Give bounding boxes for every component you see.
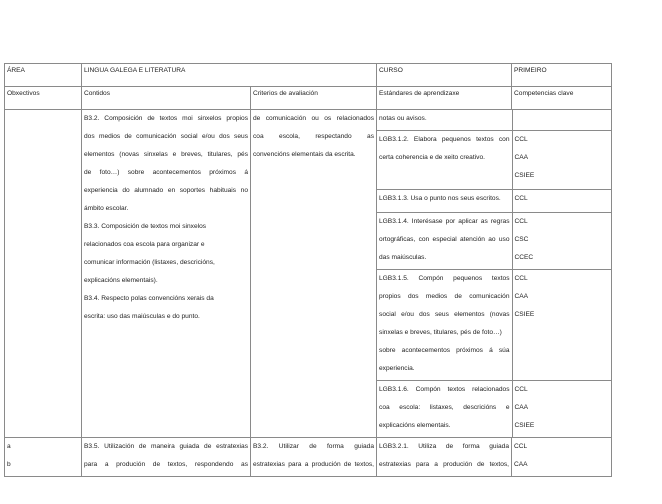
standard-line: coa escola: listaxes, descricións e — [379, 404, 510, 411]
competencia-code: CAA — [514, 154, 529, 161]
standard-text — [377, 213, 512, 270]
competencia-code: CSIEE — [514, 311, 535, 318]
contidos-line: B3.2. Composición de textos moi sinxelos propios — [84, 115, 248, 122]
standard-row — [377, 131, 612, 190]
standard-line: LGB3.1.4. Interésase por aplicar as regras — [379, 218, 510, 225]
header-row-area — [5, 64, 612, 87]
contidos-cell-1 — [82, 110, 251, 438]
standard-line: das maiúsculas. — [379, 254, 427, 261]
col-contidos: Contidos — [82, 87, 251, 110]
competencia-code: CCL — [514, 443, 528, 450]
standard-row — [377, 190, 612, 213]
criterios-line: B3.2. Utilizar de forma guiada — [253, 443, 375, 450]
standards-subtable — [377, 110, 612, 437]
obxectivos-cell-2 — [5, 438, 82, 477]
competencia-code: CCL — [514, 386, 528, 393]
curso-label: CURSO — [377, 64, 512, 87]
standard-row — [377, 381, 612, 438]
col-competencias: Competencias clave — [512, 87, 612, 110]
standard-competencias — [512, 270, 612, 381]
criterios-line: convencións elementais da escrita. — [253, 151, 356, 158]
contidos-line: B3.3. Composición de textos moi sinxelos — [84, 223, 207, 230]
contidos-line: experiencia do alumnado en soportes habituais no — [84, 187, 248, 194]
contidos-line: B3.5. Utilización de maneira guiada de estratexias — [84, 443, 248, 450]
standard-line: estratexias para a produción de textos, — [379, 461, 510, 468]
standard-line: experiencia. — [379, 365, 415, 372]
competencia-code: CCL — [514, 218, 528, 225]
estandares-cell-2 — [377, 438, 512, 477]
standard-line: sinxelas e breves, titulares, pés de foto…) — [379, 329, 502, 336]
obxectivo-code: b — [7, 461, 11, 468]
standard-line: social e/ou dos seus elementos (novas — [379, 311, 510, 318]
competencia-code: CCL — [514, 195, 528, 202]
competencia-code: CAA — [514, 404, 529, 411]
curso-value: PRIMEIRO — [512, 64, 612, 87]
standard-row — [377, 213, 612, 270]
standards-group — [377, 110, 612, 438]
competencia-code: CCL — [514, 275, 528, 282]
contidos-line: ámbito escolar. — [84, 205, 129, 212]
col-criterios: Criterios de avaliación — [251, 87, 377, 110]
standard-text — [377, 381, 512, 438]
content-row-1 — [5, 110, 612, 438]
criterios-line: coa escola, respectando as — [253, 133, 375, 140]
standard-competencias — [512, 213, 612, 270]
contidos-line: para a produción de textos, respondendo as — [84, 461, 248, 468]
competencia-code: CSIEE — [514, 172, 535, 179]
col-obxectivos: Obxectivos — [5, 87, 82, 110]
competencia-code: CCEC — [514, 254, 534, 261]
standard-line: ortográficas, con especial atención ao uso — [379, 236, 510, 243]
obxectivos-cell-1 — [5, 110, 82, 438]
competencia-code: CAA — [514, 293, 529, 300]
curriculum-table — [4, 63, 612, 477]
standard-competencias — [512, 131, 612, 190]
standard-line: LGB3.1.5. Compón pequenos textos — [379, 275, 510, 282]
standard-line: propios dos medios de comunicación — [379, 293, 510, 300]
area-label: ÁREA — [5, 64, 82, 87]
standard-text — [377, 131, 512, 190]
standard-text — [377, 190, 512, 213]
standard-text — [377, 270, 512, 381]
contidos-cell-2 — [82, 438, 251, 477]
contidos-line: de foto…) sobre acontecementos próximos á — [84, 169, 248, 176]
standard-competencias — [512, 110, 612, 131]
criterios-cell-1 — [251, 110, 377, 438]
standard-line: notas ou avisos. — [379, 115, 427, 122]
contidos-line: B3.4. Respecto polas convencións xerais da — [84, 295, 214, 302]
contidos-line: dos medios de comunicación social e/ou dos seus — [84, 133, 248, 140]
contidos-line: escrita: uso das maiúsculas e do punto. — [84, 313, 200, 320]
competencia-code: CSC — [514, 236, 529, 243]
contidos-line: relacionados coa escola para organizar e — [84, 241, 205, 248]
standard-line: explicacións elementais. — [379, 422, 451, 429]
criterios-cell-2 — [251, 438, 377, 477]
competencia-code: CCL — [514, 136, 528, 143]
header-row-columns — [5, 87, 612, 110]
standard-line: LGB3.1.2. Elabora pequenos textos con — [379, 136, 510, 143]
standard-line: certa coherencia e de xeito creativo. — [379, 154, 485, 161]
standard-text — [377, 110, 512, 131]
standard-competencias — [512, 190, 612, 213]
standard-row — [377, 270, 612, 381]
contidos-line: elementos (novas sinxelas e breves, titulares, pés — [84, 151, 248, 158]
competencia-code: CAA — [514, 461, 528, 468]
contidos-line: explicacións elementais). — [84, 277, 158, 284]
standard-row — [377, 110, 612, 131]
col-estandares: Estándares de aprendizaxe — [377, 87, 512, 110]
standard-line: sobre acontecementos próximos á súa — [379, 347, 510, 354]
competencia-code: CSIEE — [514, 422, 535, 429]
criterios-line: estratexias para a produción de textos, — [253, 461, 375, 468]
standard-line: LGB3.1.6. Compón textos relacionados — [379, 386, 510, 393]
standard-line: LGB3.1.3. Usa o punto nos seus escritos. — [379, 195, 501, 202]
competencias-cell-2 — [512, 438, 612, 477]
area-value: LINGUA GALEGA E LITERATURA — [82, 64, 377, 87]
contidos-line: comunicar información (listaxes, descricións, — [84, 259, 215, 266]
criterios-line: de comunicación ou os relacionados — [253, 115, 375, 122]
content-row-2 — [5, 438, 612, 477]
standard-competencias — [512, 381, 612, 438]
obxectivo-code: a — [7, 443, 11, 450]
standard-line: LGB3.2.1. Utiliza de forma guiada — [379, 443, 510, 450]
